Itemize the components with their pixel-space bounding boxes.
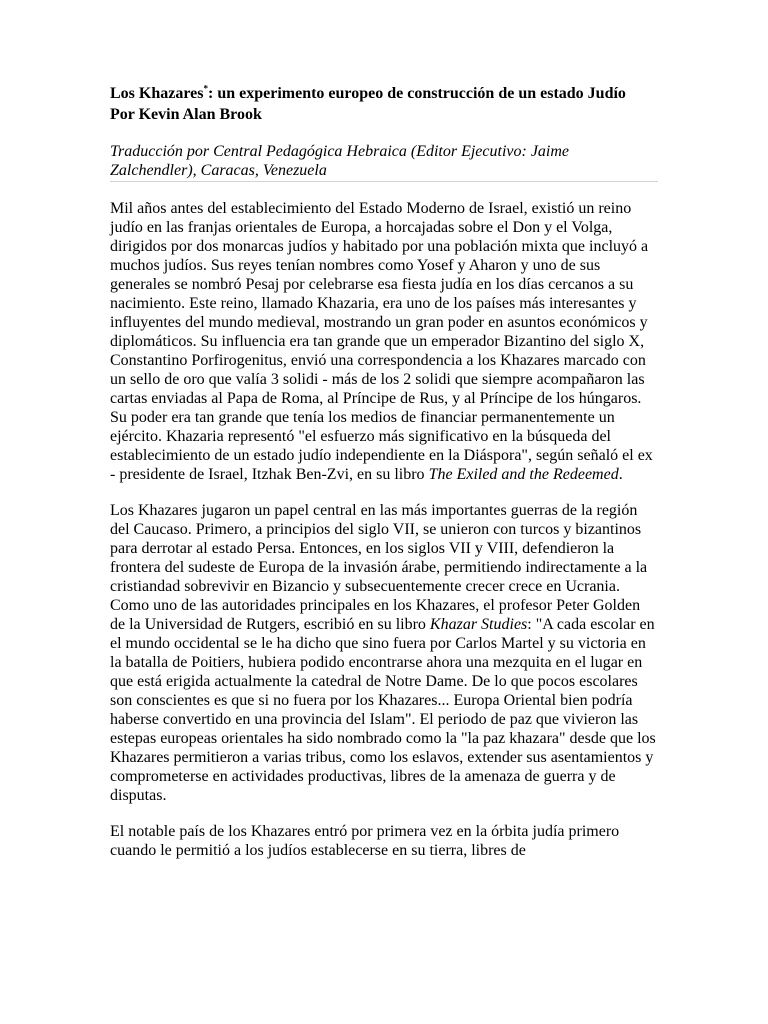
paragraph-2-rest: : "A cada escolar en el mundo occidental se le ha dicho que sino fuera por Carlos Martel y su victoria en la batalla de Poitiers, hubiera podido encontrarse ahora una mezquita en el lugar en que está erigida actualmente la catedral de Notre Dame. De lo que pocos escolares son conscientes es que si no fuera por los Khazares... Europa Oriental bien podría haberse convertido en una provincia del Islam". El periodo de paz que vivieron las estepas europeas orientales ha sido nombrado como la "la paz khazara" desde que los Khazares permitieron a varias tribus, como los eslavos, extender sus asentamientos y comprometerse en actividades productivas, libres de la amenaza de guerra y de disputas. <box>110 616 656 804</box>
book-title-khazar-studies: Khazar Studies <box>429 616 528 633</box>
author-line: Por Kevin Alan Brook <box>110 106 262 123</box>
paragraph-1-text: Mil años antes del establecimiento del Estado Moderno de Israel, existió un reino judío en las franjas orientales de Europa, a horcajadas sobre el Don y el Volga, dirigidos por dos monarcas judíos y habitado por una población mixta que incluyó a muchos judíos. Sus reyes tenían nombres como Yosef y Aharon y uno de sus generales se nombró Pesaj por celebrarse esa fiesta judía en los días cercanos a su nacimiento. Este reino, llamado Khazaria, era uno de los países más interesantes y influyentes del mundo medieval, mostrando un gran poder en asuntos económicos y diplomáticos. Su influencia era tan grande que un emperador Bizantino del siglo X, Constantino Porfirogenitus, envió una correspondencia a los Khazares marcado con un sello de oro que valía 3 solidi - más de los 2 solidi que siempre acompañaron las cartas enviadas al Papa de Roma, al Príncipe de Rus, y al Príncipe de los húngaros. Su poder era tan grande que tenía los medios de financiar permanentemente un ejército. Khazaria representó "el esfuerzo más significativo en la búsqueda del establecimiento de un estado judío independiente en la Diáspora", según señaló el ex - presidente de Israel, Itzhak Ben-Zvi, en su libro <box>110 200 653 483</box>
translation-credit: Traducción por Central Pedagógica Hebraica (Editor Ejecutivo: Jaime Zalchendler), Caracas, Venezuela <box>110 142 658 182</box>
document-page <box>110 84 658 860</box>
paragraph-2-text: Los Khazares jugaron un papel central en las más importantes guerras de la región del Caucaso. Primero, a principios del siglo VII, se unieron con turcos y bizantinos para derrotar al estado Persa. Entonces, en los siglos VII y VIII, defendieron la frontera del sudeste de Europa de la invasión árabe, permitiendo indirectamente a la cristiandad sobrevivir en Bizancio y subsecuentemente crecer crece en Ucrania. Como uno de las autoridades principales en los Khazares, el profesor Peter Golden de la Universidad de Rutgers, escribió en su libro <box>110 502 648 633</box>
paragraph-3: El notable país de los Khazares entró por primera vez en la órbita judía primero cuando le permitió a los judíos establecerse en su tierra, libres de <box>110 823 620 859</box>
title-footnote-marker: * <box>203 83 208 94</box>
book-title-exiled-redeemed: The Exiled and the Redeemed <box>428 466 619 483</box>
paragraph-1-end: . <box>618 466 623 483</box>
title-main: Los Khazares <box>110 85 204 102</box>
paragraph-2 <box>110 501 658 805</box>
paragraph-1 <box>110 199 658 484</box>
title-subtitle: : un experimento europeo de construcción de un estado Judío <box>207 85 626 102</box>
document-title <box>110 84 658 103</box>
